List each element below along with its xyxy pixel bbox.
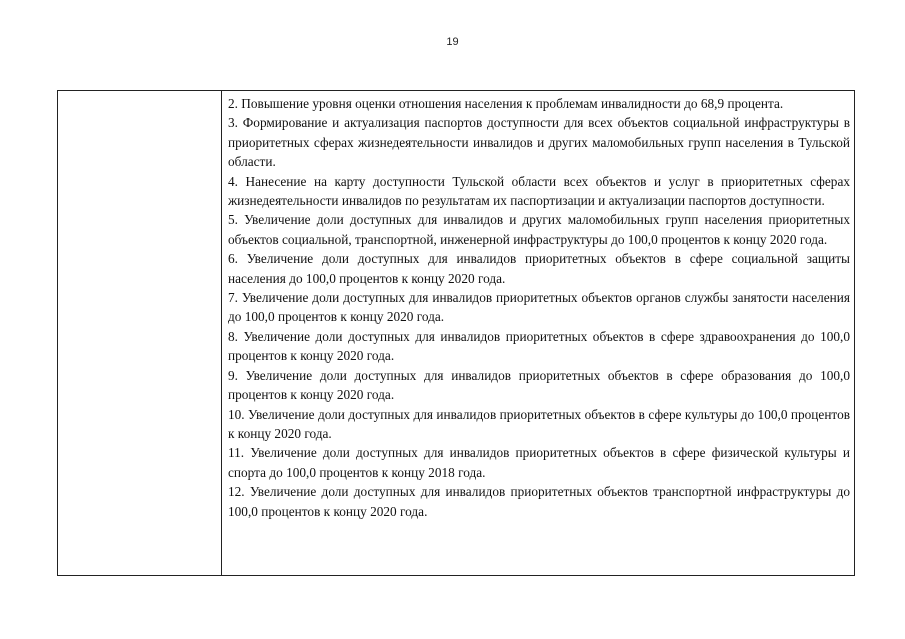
list-item: 7. Увеличение доли доступных для инвалидов приоритетных объектов органов службы занятости населения до 100,0 процентов к концу 2020 года. (228, 290, 850, 325)
list-item: 8. Увеличение доли доступных для инвалидов приоритетных объектов в сфере здравоохранения до 100,0 процентов к концу 2020 года. (228, 328, 850, 364)
list-item: 11. Увеличение доли доступных для инвалидов приоритетных объектов в сфере физической культуры и спорта до 100,0 процентов к концу 2018 года. (228, 445, 850, 480)
list-item: 5. Увеличение доли доступных для инвалидов и других маломобильных групп населения приоритетных объектов социальной, транспортной, инженерной инфраструктуры до 100,0 процентов к концу 2020 года. (228, 212, 850, 247)
list-item: 2. Повышение уровня оценки отношения населения к проблемам инвалидности до 68,9 процента. (228, 96, 784, 111)
list-item: 4. Нанесение на карту доступности Тульской области всех объектов и услуг в приоритетных сферах жизнедеятельности инвалидов по результатам их паспортизации и актуализации паспортов доступности. (228, 173, 850, 209)
page-number: 19 (446, 36, 459, 48)
table-right-cell (222, 91, 854, 575)
list-item: 10. Увеличение доли доступных для инвалидов приоритетных объектов в сфере культуры до 100,0 процентов к концу 2020 года. (228, 406, 850, 441)
list-item: 9. Увеличение доли доступных для инвалидов приоритетных объектов в сфере образования до 100,0 процентов к концу 2020 года. (228, 367, 850, 403)
document-table (57, 90, 855, 576)
table-left-cell (58, 91, 222, 575)
list-item: 12. Увеличение доли доступных для инвалидов приоритетных объектов транспортной инфраструктуры до 100,0 процентов к концу 2020 года. (228, 484, 850, 519)
list-item: 3. Формирование и актуализация паспортов доступности для всех объектов социальной инфраструктуры в приоритетных сферах жизнедеятельности инвалидов и других маломобильных групп населения в Тульской области. (228, 115, 850, 170)
list-item: 6. Увеличение доли доступных для инвалидов приоритетных объектов в сфере социальной защиты населения до 100,0 процентов к концу 2020 года. (228, 251, 850, 286)
